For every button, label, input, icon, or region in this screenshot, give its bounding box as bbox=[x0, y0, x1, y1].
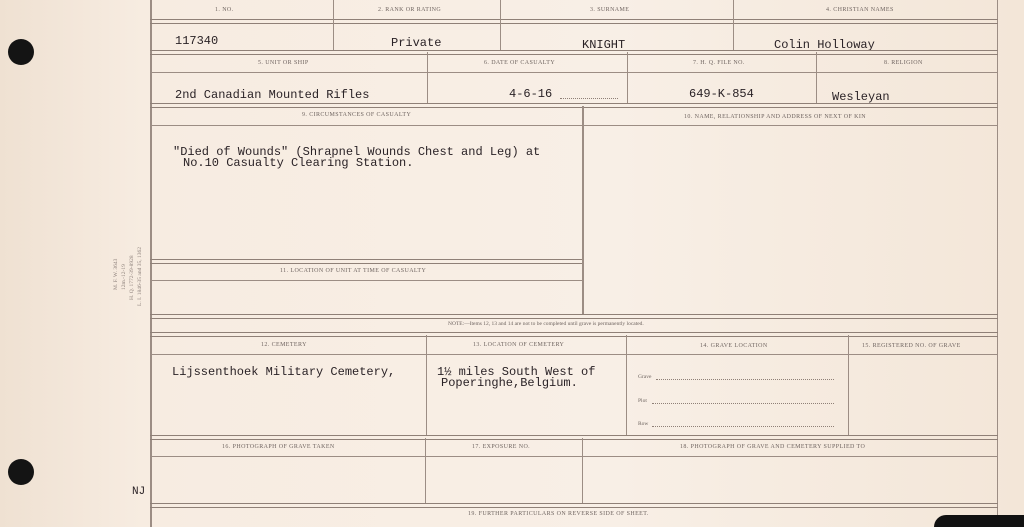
header-rank: 2. RANK OR RATING bbox=[378, 7, 442, 13]
header-cemetery: 12. CEMETERY bbox=[261, 342, 307, 348]
row-line bbox=[652, 426, 834, 427]
rule-row2-mid bbox=[150, 72, 998, 73]
plot-line bbox=[652, 403, 834, 404]
value-rank: Private bbox=[391, 36, 442, 50]
rule-row5-top bbox=[150, 435, 998, 440]
sep-3 bbox=[733, 0, 734, 51]
sep-9 bbox=[582, 106, 584, 315]
header-date: 6. DATE OF CASUALTY bbox=[484, 60, 556, 66]
sep-7 bbox=[816, 52, 817, 103]
header-circumstances: 9. CIRCUMSTANCES OF CASUALTY bbox=[302, 112, 412, 118]
header-location-unit: 11. LOCATION OF UNIT AT TIME OF CASUALTY bbox=[280, 268, 427, 274]
value-christian: Colin Holloway bbox=[774, 38, 875, 52]
header-location-cemetery: 13. LOCATION OF CEMETERY bbox=[473, 342, 565, 348]
punch-hole-bottom bbox=[8, 459, 34, 485]
value-religion: Wesleyan bbox=[832, 90, 890, 104]
sep-13 bbox=[626, 335, 627, 436]
header-registered: 15. REGISTERED NO. OF GRAVE bbox=[862, 343, 961, 349]
value-file: 649-K-854 bbox=[689, 87, 754, 101]
value-no: 117340 bbox=[175, 34, 219, 48]
header-no: 1. NO. bbox=[215, 7, 234, 13]
header-religion: 8. RELIGION bbox=[884, 60, 923, 66]
side-print-2: 12m.-12-19 bbox=[121, 264, 127, 290]
rule-row3-mid bbox=[150, 125, 998, 126]
header-photo-taken: 16. PHOTOGRAPH OF GRAVE TAKEN bbox=[222, 444, 335, 450]
header-exposure: 17. EXPOSURE NO. bbox=[472, 444, 531, 450]
rule-row2-bottom bbox=[150, 103, 998, 108]
value-location-1: 1½ miles South West of bbox=[437, 365, 596, 379]
rule-note-top bbox=[150, 314, 998, 319]
header-kin: 10. NAME, RELATIONSHIP AND ADDRESS OF NEXT OF KIN bbox=[684, 114, 866, 120]
torn-corner bbox=[934, 515, 1024, 527]
header-further: 19. FURTHER PARTICULARS ON REVERSE SIDE OF SHEET. bbox=[468, 511, 649, 517]
sep-1 bbox=[333, 0, 334, 51]
sep-16 bbox=[425, 438, 426, 504]
date-dots bbox=[560, 98, 618, 99]
rule-row1-bottom bbox=[150, 50, 998, 55]
initials: NJ bbox=[132, 486, 146, 498]
sep-12 bbox=[426, 335, 427, 436]
row-label: Row bbox=[638, 421, 649, 427]
side-print-3: H. Q. 1772-39-8928 bbox=[129, 255, 135, 300]
sep-2 bbox=[500, 0, 501, 51]
value-cemetery: Lijssenthoek Military Cemetery, bbox=[172, 365, 396, 379]
sep-14 bbox=[848, 335, 849, 436]
rule-location-unit-2 bbox=[150, 280, 582, 281]
rule-location-unit bbox=[150, 259, 582, 264]
value-circumstances-1: "Died of Wounds" (Shrapnel Wounds Chest and Leg) at bbox=[173, 145, 541, 159]
header-christian: 4. CHRISTIAN NAMES bbox=[826, 7, 894, 13]
header-file: 7. H. Q. FILE NO. bbox=[693, 60, 745, 66]
grave-line bbox=[656, 379, 834, 380]
header-photo-supplied: 18. PHOTOGRAPH OF GRAVE AND CEMETERY SUPPLIED TO bbox=[680, 444, 866, 450]
plot-label: Plot bbox=[638, 398, 647, 404]
grave-label: Grave bbox=[638, 374, 652, 380]
note-text: NOTE:—Items 12, 13 and 14 are not to be completed until grave is permanently located. bbox=[448, 321, 644, 327]
header-surname: 3. SURNAME bbox=[590, 7, 630, 13]
rule-further bbox=[150, 503, 998, 508]
rule-row4-mid bbox=[150, 354, 998, 355]
rule-note-bottom bbox=[150, 332, 998, 337]
rule-row5-mid bbox=[150, 456, 998, 457]
side-print-1: M. F. W. 3643 bbox=[113, 258, 119, 290]
value-date: 4-6-16 bbox=[509, 87, 553, 101]
value-circumstances-2: No.10 Casualty Clearing Station. bbox=[183, 156, 414, 170]
header-grave-location: 14. GRAVE LOCATION bbox=[700, 343, 768, 349]
rule-row1-top bbox=[150, 19, 998, 24]
sep-17 bbox=[582, 438, 583, 504]
value-surname: KNIGHT bbox=[582, 38, 626, 52]
value-location-2: Poperinghe,Belgium. bbox=[441, 376, 578, 390]
side-print-4: L. I. 1846-35 and 35, 1362 bbox=[137, 247, 143, 306]
value-unit: 2nd Canadian Mounted Rifles bbox=[175, 88, 370, 102]
header-unit: 5. UNIT OR SHIP bbox=[258, 60, 309, 66]
punch-hole-top bbox=[8, 39, 34, 65]
sep-6 bbox=[627, 52, 628, 103]
sep-5 bbox=[427, 52, 428, 103]
